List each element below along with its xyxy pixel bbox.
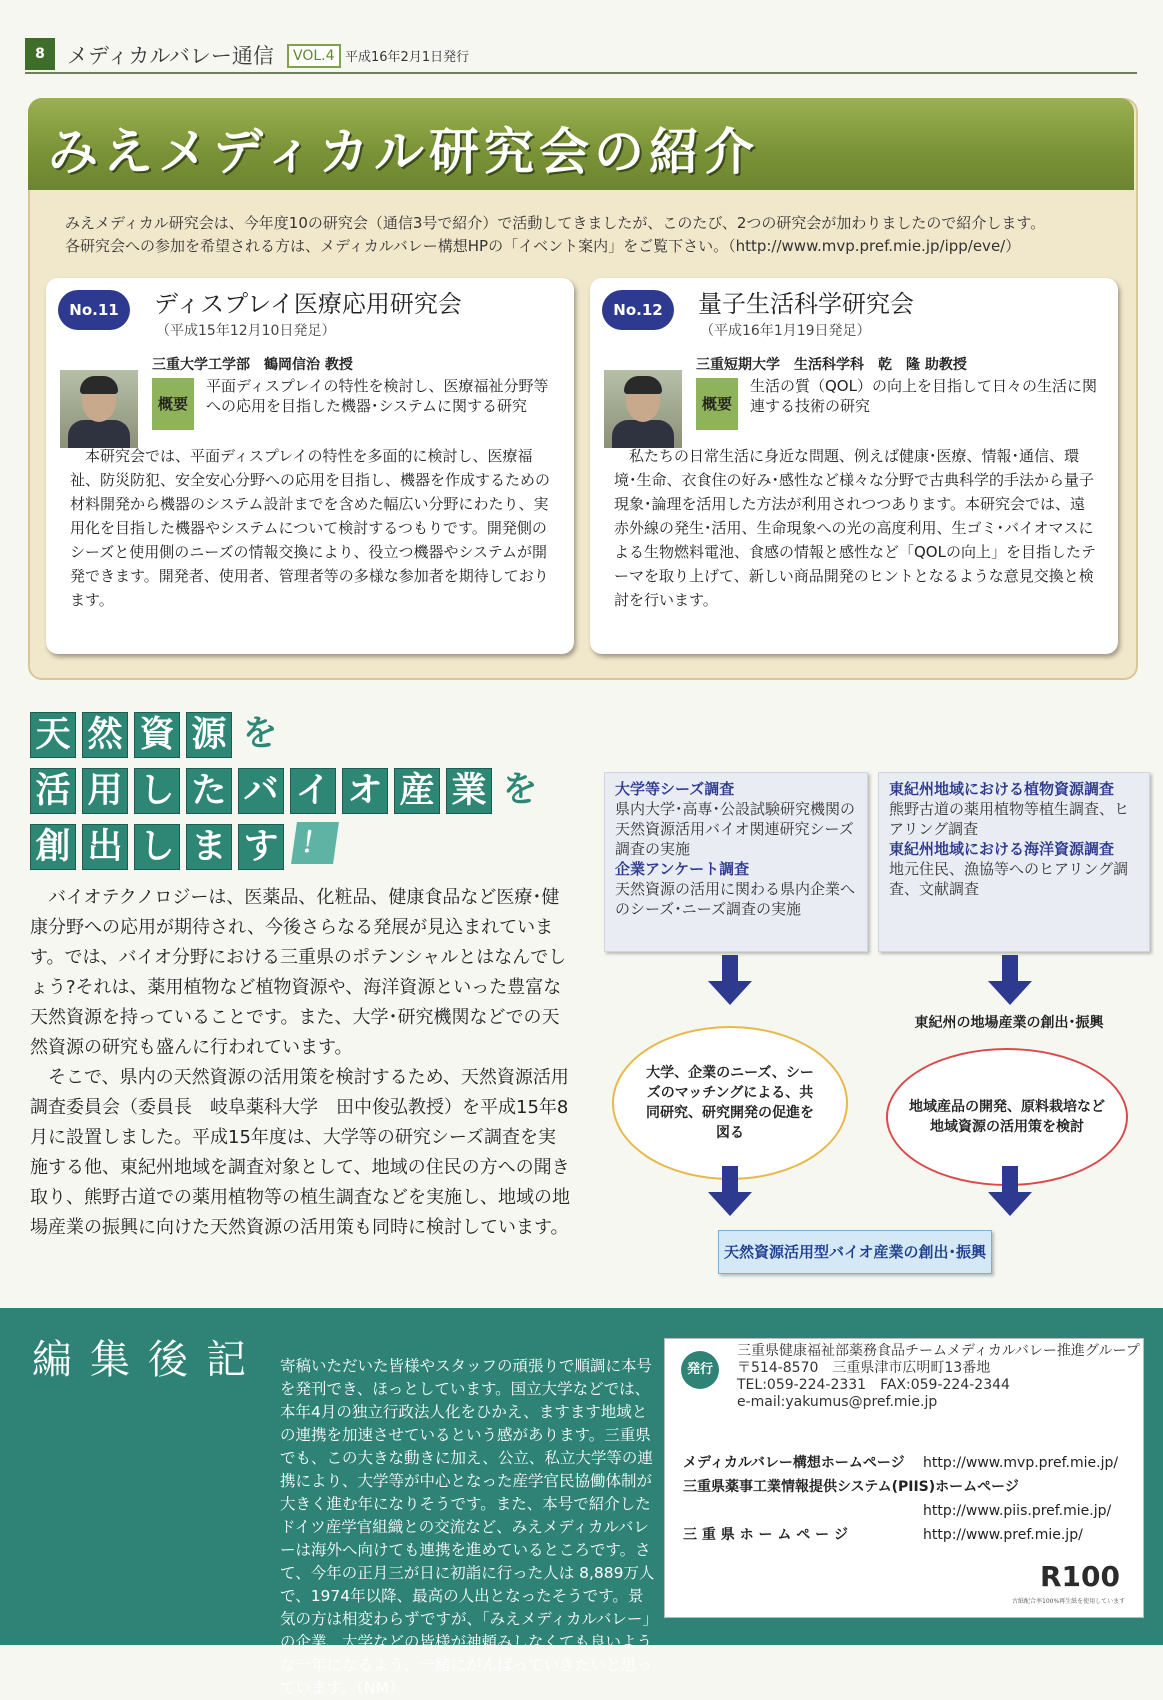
card-body: 本研究会では、平面ディスプレイの特性を多面的に検討し、医療福祉、防災防犯、安全安心分野への応用を目指し、機器を作成するための材料開発から機器のシステム設計までを含めた幅広い分野にわたり、実用化を目指した機器やシステムについて検討するつもりです。開発側のシーズと使用側のニーズの情報交換により、役立つ機器やシステムが開発できます。開発者、使用者、管理者等の多様な参加者を期待しております。 <box>70 447 551 609</box>
headline-char: 然 <box>82 712 128 758</box>
link-row <box>683 1523 1133 1547</box>
editorial-body: 寄稿いただいた皆様やスタッフの頑張りで順調に本号を発刊でき、ほっとしています。国立大学などでは、本年4月の独立行政法人化をひかえ、ますます地域との連携を加速させているという感があります。三重県でも、この大きな動きに加え、公立、私立大学等の連携により、大学等が中心となった産学官民協働体制が大きく進む年になりそうです。また、本号で紹介したドイツ産学官組織との交流など、みえメディカルバレーは海外へ向けても連携を進めているところです。さて、今年の正月三が日に初詣に行った人は 8,889万人で、1974年以降、最高の人出となったそうです。景気の方は相変わらずですが、「みえメディカルバレー」の企業、大学などの皆様が神頼みしなくても良いような一年になるよう、一緒にがんばっていきたいと思っています。（NM） <box>280 1357 658 1697</box>
card-number-badge: No.12 <box>602 290 674 330</box>
headline-char: す <box>238 824 284 870</box>
portrait-photo <box>60 370 138 448</box>
summary-label: 概要 <box>696 378 738 430</box>
headline-char: 源 <box>186 712 232 758</box>
down-arrow-icon <box>988 955 1032 1007</box>
box-heading: 東紀州地域における海洋資源調査 <box>889 840 1115 858</box>
homepage-links <box>683 1451 1133 1547</box>
box-heading: 東紀州地域における植物資源調査 <box>889 780 1115 798</box>
card-title: 量子生活科学研究会 <box>698 290 914 318</box>
headline-char: た <box>186 768 232 814</box>
feature-title: みえメディカル研究会の紹介 <box>48 123 759 181</box>
link-label: メディカルバレー構想ホームページ <box>683 1455 905 1471</box>
link-row <box>683 1475 1133 1523</box>
headline-char: 創 <box>30 824 76 870</box>
publisher-email: e-mail:yakumus@pref.mie.jp <box>737 1394 938 1410</box>
recycle-note: 古紙配合率100%再生紙を使用しています <box>1012 1598 1126 1605</box>
link-label: 三 重 県 ホ ー ム ペ ー ジ <box>683 1527 848 1543</box>
research-card-11 <box>46 278 574 654</box>
card-affiliation: 三重大学工学部 鶴岡信治 教授 <box>152 357 353 373</box>
publisher-address: 〒514-8570 三重県津市広明町13番地 <box>737 1360 991 1376</box>
ellipse-text: 大学、企業のニーズ、シーズのマッチングによる、共同研究、研究開発の促進を図る <box>646 1065 814 1141</box>
research-card-12 <box>590 278 1118 654</box>
issue-date: 平成16年2月1日発行 <box>345 50 470 65</box>
intro-line-1: みえメディカル研究会は、今年度10の研究会（通信3号で紹介）で活動してきましたが、このたび、2つの研究会が加わりましたので紹介します。 <box>65 214 1046 232</box>
page-header <box>25 38 1137 74</box>
box-text: 熊野古道の薬用植物等植生調査、ヒアリング調査 <box>889 800 1130 838</box>
headline-char: 業 <box>446 768 492 814</box>
publisher-label: 発行 <box>681 1351 719 1389</box>
publisher-info <box>737 1343 1140 1411</box>
bio-article <box>30 883 570 1243</box>
headline-char: 出 <box>82 824 128 870</box>
headline-char: し <box>134 824 180 870</box>
box-text: 地元住民、漁協等へのヒアリング調査、文献調査 <box>889 860 1129 898</box>
editorial-text <box>30 1355 658 1700</box>
link-url[interactable]: http://www.piis.pref.mie.jp/ <box>923 1503 1112 1519</box>
publisher-phone: TEL:059-224-2331 FAX:059-224-2344 <box>737 1377 1010 1393</box>
card-date: （平成15年12月10日発足） <box>156 323 336 339</box>
box-heading: 大学等シーズ調査 <box>615 780 735 798</box>
feature-banner <box>28 98 1134 190</box>
card-body: 私たちの日常生活に身近な問題、例えば健康･医療、情報･通信、環境･生命、衣食住の好み･感性など様々な分野で古典科学的手法から量子現象･論理を活用した方法が利用されつつあります。本研究会では、遠赤外線の発生･活用、生命現象への光の高度利用、生ゴミ･バイオマスによる生物燃料電池、食感の情報と感性など「QOLの向上」を目指したテーマを取り上げて、新しい商品開発のヒントとなるような意見交換と検討を行います。 <box>614 447 1096 609</box>
link-row <box>683 1451 1133 1475</box>
publication-title: メディカルバレー通信 <box>67 44 274 68</box>
feature-intro <box>65 212 1105 258</box>
survey-box-left <box>604 772 868 952</box>
article-paragraph: そこで、県内の天然資源の活用策を検討するため、天然資源活用調査委員会（委員長 岐阜薬科大学 田中俊弘教授）を平成15年8月に設置しました。平成15年度は、大学等の研究シーズ調査を実施する他、東紀州地域を調査対象として、地域の住民の方への聞き取り、熊野古道での薬用植物等の植生調査などを実施し、地域の地場産業の振興に向けた天然資源の活用策も同時に検討しています。 <box>30 1067 570 1238</box>
recycle-mark-icon: R100 <box>1040 1560 1121 1593</box>
exclamation-mark: ！ <box>291 822 339 864</box>
headline-char: 活 <box>30 768 76 814</box>
down-arrow-icon <box>708 1166 752 1218</box>
card-date: （平成16年1月19日発足） <box>700 323 871 339</box>
intro-line-2: 各研究会への参加を希望される方は、メディカルバレー構想HPの「イベント案内」をご覧下さい。（http://www.mvp.pref.mie.jp/ipp/eve/） <box>65 237 1021 255</box>
volume-badge: VOL.4 <box>287 44 341 68</box>
portrait-photo <box>604 370 682 448</box>
ellipse-text: 地域産品の開発、原料栽培など地域資源の活用策を検討 <box>909 1099 1105 1135</box>
article-paragraph: バイオテクノロジーは、医薬品、化粧品、健康食品など医療･健康分野への応用が期待され、今後さらなる発展が見込まれています。では、バイオ分野における三重県のポテンシャルとはなんでしょう?それは、薬用植物など植物資源や、海洋資源といった豊富な天然資源を持っていることです。また、大学･研究機関などでの天然資源の研究も盛んに行われています。 <box>30 887 567 1058</box>
headline-char: を <box>502 770 538 810</box>
box-text: 天然資源の活用に関わる県内企業へのシーズ･ニーズ調査の実施 <box>615 880 856 918</box>
survey-box-right <box>878 772 1150 952</box>
box-text: 県内大学･高専･公設試験研究機関の天然資源活用バイオ関連研究シーズ調査の実施 <box>615 800 856 858</box>
box-heading: 企業アンケート調査 <box>615 860 750 878</box>
page-number: 8 <box>25 38 55 70</box>
headline-char: し <box>134 768 180 814</box>
editorial-title: 編集後記 <box>32 1337 264 1383</box>
headline-char: 天 <box>30 712 76 758</box>
headline-char: を <box>242 714 278 754</box>
headline-char: 資 <box>134 712 180 758</box>
regional-industry-label: 東紀州の地場産業の創出･振興 <box>914 1015 1104 1031</box>
card-summary: 平面ディスプレイの特性を検討し、医療福祉分野等への応用を目指した機器･システムに関する研究 <box>206 377 549 415</box>
card-summary: 生活の質（QOL）の向上を目指して日々の生活に関連する技術の研究 <box>750 377 1097 415</box>
card-title: ディスプレイ医療応用研究会 <box>154 290 462 318</box>
headline-char: ま <box>186 824 232 870</box>
down-arrow-icon <box>988 1166 1032 1218</box>
link-url[interactable]: http://www.mvp.pref.mie.jp/ <box>923 1455 1119 1471</box>
headline-char: 産 <box>394 768 440 814</box>
down-arrow-icon <box>708 955 752 1007</box>
card-number-badge: No.11 <box>58 290 130 330</box>
headline-char: バ <box>238 768 284 814</box>
summary-label: 概要 <box>152 378 194 430</box>
headline-char: オ <box>342 768 388 814</box>
headline-char: イ <box>290 768 336 814</box>
publisher-org: 三重県健康福祉部薬務食品チームメディカルバレー推進グループ <box>737 1343 1140 1359</box>
link-label: 三重県薬事工業情報提供システム(PIIS)ホームページ <box>683 1479 1019 1495</box>
matching-ellipse <box>612 1026 848 1180</box>
card-affiliation: 三重短期大学 生活科学科 乾 隆 助教授 <box>696 357 967 373</box>
link-url[interactable]: http://www.pref.mie.jp/ <box>923 1527 1083 1543</box>
outcome-box: 天然資源活用型バイオ産業の創出･振興 <box>718 1230 992 1274</box>
header-rule <box>25 72 1137 74</box>
headline-char: 用 <box>82 768 128 814</box>
